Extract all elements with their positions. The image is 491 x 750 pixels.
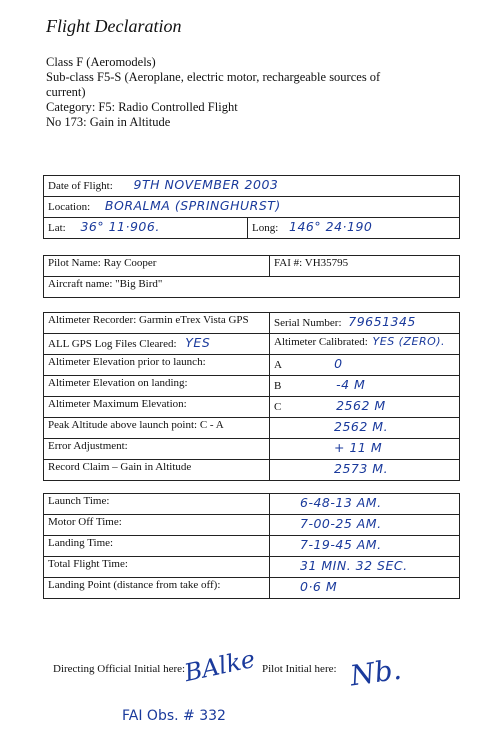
pilot-signature: Nb. bbox=[347, 652, 404, 693]
altimeter-row bbox=[44, 418, 460, 439]
location-cell bbox=[44, 197, 460, 218]
altimeter-row-label: Altimeter Elevation on landing: bbox=[44, 376, 270, 397]
altimeter-recorder: Altimeter Recorder: Garmin eTrex Vista GPS bbox=[44, 313, 270, 334]
time-row-value-cell bbox=[270, 557, 460, 578]
altimeter-row-value: 2562 M bbox=[336, 398, 386, 413]
flight-info-table bbox=[43, 175, 460, 239]
record-number-line: No 173: Gain in Altitude bbox=[46, 115, 171, 129]
time-row-value: 7-19-45 AM. bbox=[300, 537, 382, 552]
pilot-name: Pilot Name: Ray Cooper bbox=[44, 256, 270, 277]
serial-value: 79651345 bbox=[348, 314, 416, 329]
time-row bbox=[44, 494, 460, 515]
cleared-label: ALL GPS Log Files Cleared: bbox=[48, 338, 177, 350]
altimeter-row bbox=[44, 439, 460, 460]
cleared-value: YES bbox=[185, 335, 211, 350]
time-row-value-cell bbox=[270, 536, 460, 557]
document-title: Flight Declaration bbox=[46, 16, 182, 36]
altimeter-row-label: Altimeter Maximum Elevation: bbox=[44, 397, 270, 418]
serial-label: Serial Number: bbox=[274, 317, 342, 329]
time-row-value-cell bbox=[270, 578, 460, 599]
altimeter-row bbox=[44, 355, 460, 376]
time-row-value: 6-48-13 AM. bbox=[300, 495, 382, 510]
date-label: Date of Flight: bbox=[48, 180, 113, 192]
time-row-value: 31 MIN. 32 SEC. bbox=[300, 558, 408, 573]
pilot-initial-label: Pilot Initial here: bbox=[262, 663, 337, 675]
aircraft-name: Aircraft name: "Big Bird" bbox=[44, 277, 460, 298]
date-value: 9TH NOVEMBER 2003 bbox=[133, 177, 279, 192]
calibrated-cell bbox=[270, 334, 460, 355]
long-cell bbox=[248, 218, 460, 239]
serial-cell bbox=[270, 313, 460, 334]
official-signature: BAlke bbox=[181, 644, 258, 688]
location-value: BORALMA (SPRINGHURST) bbox=[104, 198, 281, 213]
altimeter-row-key: B bbox=[274, 380, 282, 392]
times-table bbox=[43, 493, 460, 599]
altimeter-row-value: 2573 M. bbox=[334, 461, 389, 476]
altimeter-row-value-cell bbox=[270, 355, 460, 376]
calibrated-label: Altimeter Calibrated: bbox=[274, 336, 368, 348]
long-value: 146° 24·190 bbox=[289, 219, 373, 234]
altimeter-table bbox=[43, 312, 460, 481]
altimeter-row-key: C bbox=[274, 401, 282, 413]
altimeter-row-value-cell bbox=[270, 376, 460, 397]
altimeter-row-value: 2562 M. bbox=[334, 419, 389, 434]
altimeter-row-value: 0 bbox=[334, 356, 343, 371]
official-initial-label: Directing Official Initial here: bbox=[53, 663, 186, 675]
altimeter-row-value-cell bbox=[270, 439, 460, 460]
time-row-value: 0·6 M bbox=[300, 579, 338, 594]
time-row-label: Landing Time: bbox=[44, 536, 270, 557]
lat-cell bbox=[44, 218, 248, 239]
category-line: Category: F5: Radio Controlled Flight bbox=[46, 100, 238, 114]
altimeter-row bbox=[44, 376, 460, 397]
time-row bbox=[44, 578, 460, 599]
time-row-label: Landing Point (distance from take off): bbox=[44, 578, 270, 599]
fai-obs-number: FAI Obs. # 332 bbox=[122, 708, 226, 724]
altimeter-row-label: Record Claim – Gain in Altitude bbox=[44, 460, 270, 481]
altimeter-row-value-cell bbox=[270, 460, 460, 481]
altimeter-row-key: A bbox=[274, 359, 282, 371]
altimeter-row bbox=[44, 397, 460, 418]
time-row-label: Launch Time: bbox=[44, 494, 270, 515]
time-row-label: Total Flight Time: bbox=[44, 557, 270, 578]
time-row bbox=[44, 515, 460, 536]
pilot-info-table bbox=[43, 255, 460, 298]
altimeter-row-label: Error Adjustment: bbox=[44, 439, 270, 460]
date-of-flight-cell bbox=[44, 176, 460, 197]
subclass-line-2: current) bbox=[46, 85, 86, 99]
time-row-value-cell bbox=[270, 494, 460, 515]
time-row bbox=[44, 557, 460, 578]
altimeter-row-value: -4 M bbox=[336, 377, 366, 392]
lat-value: 36° 11·906. bbox=[80, 219, 160, 234]
altimeter-row-value-cell bbox=[270, 418, 460, 439]
altimeter-row bbox=[44, 460, 460, 481]
subclass-line-1: Sub-class F5-S (Aeroplane, electric motor, rechargeable sources of bbox=[46, 70, 381, 84]
long-label: Long: bbox=[252, 222, 279, 234]
lat-label: Lat: bbox=[48, 222, 66, 234]
time-row-value-cell bbox=[270, 515, 460, 536]
altimeter-row-label: Peak Altitude above launch point: C - A bbox=[44, 418, 270, 439]
calibrated-value: YES (ZERO). bbox=[372, 335, 446, 348]
time-row bbox=[44, 536, 460, 557]
fai-number: FAI #: VH35795 bbox=[270, 256, 460, 277]
time-row-label: Motor Off Time: bbox=[44, 515, 270, 536]
class-line: Class F (Aeromodels) bbox=[46, 55, 156, 69]
altimeter-row-value-cell bbox=[270, 397, 460, 418]
altimeter-row-label: Altimeter Elevation prior to launch: bbox=[44, 355, 270, 376]
location-label: Location: bbox=[48, 201, 91, 213]
altimeter-row-value: + 11 M bbox=[334, 440, 383, 455]
cleared-cell bbox=[44, 334, 270, 355]
time-row-value: 7-00-25 AM. bbox=[300, 516, 382, 531]
